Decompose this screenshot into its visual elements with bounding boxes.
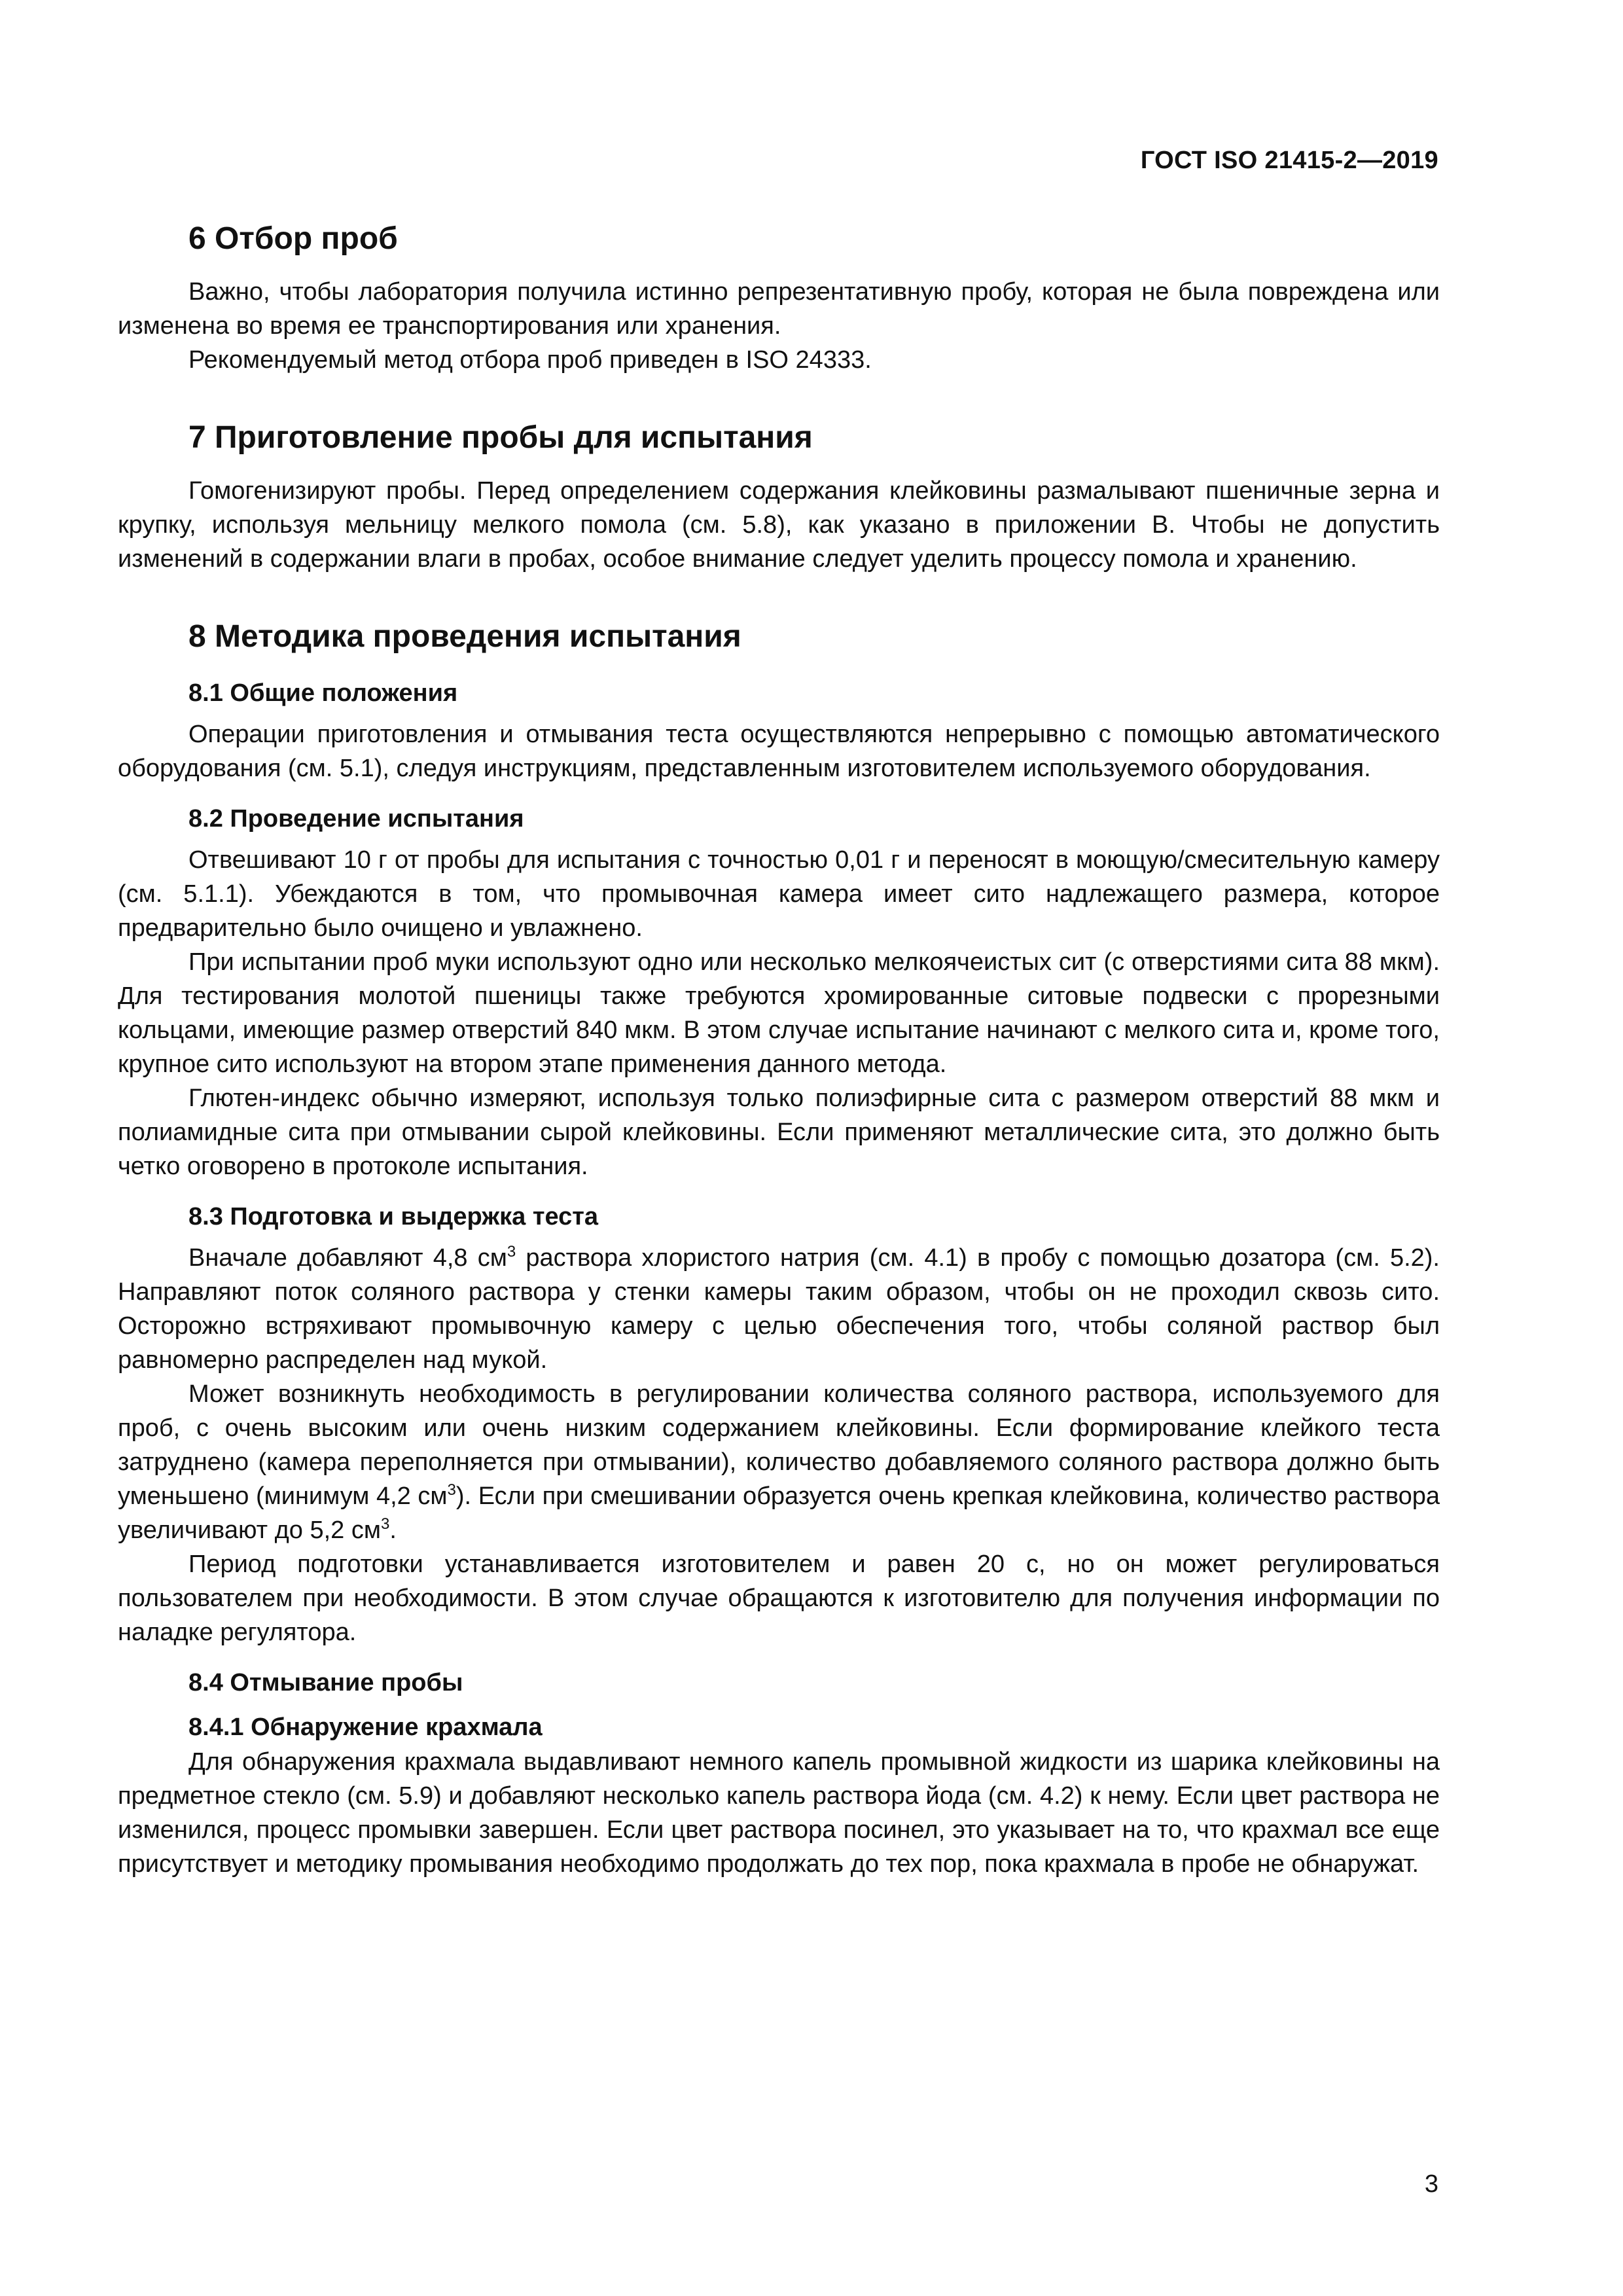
subsection-8-2-paragraph-1: Отвешивают 10 г от пробы для испытания с точностью 0,01 г и переносят в моющую/смесительную камеру (см. 5.1.1). Убеждаются в том, что промывочная камера имеет сито надлежащего размера, которое предварительно было очищено и увлажнено. — [118, 846, 1440, 942]
subsection-8-2-paragraph-2: При испытании проб муки используют одно или несколько мелкоячеистых сит (с отверстиями сита 88 мкм). Для тестирования молотой пшеницы также требуются хромированные ситовые подвески с прорезными кольцами, имеющие размер отверстий 840 мкм. В этом случае испытание начинают с мелкого сита и, кроме того, крупное сито используют на втором этапе применения данного метода. — [118, 948, 1440, 1078]
section-6-paragraph-2: Рекомендуемый метод отбора проб приведен в ISO 24333. — [188, 346, 872, 374]
superscript-3: 3 — [380, 1515, 390, 1533]
page-number: 3 — [1424, 2170, 1438, 2198]
subsection-8-1-title: 8.1 Общие положения — [188, 679, 458, 707]
subsection-8-2-title: 8.2 Проведение испытания — [188, 805, 524, 833]
subsection-8-3-paragraph-2 — [118, 1377, 1440, 1547]
subsection-8-2-paragraph-3: Глютен-индекс обычно измеряют, используя только полиэфирные сита с размером отверстий 88 мкм и полиамидные сита при отмывании сырой клейковины. Если применяют металлические сита, это должно быть четко оговорено в протоколе испытания. — [118, 1085, 1440, 1180]
text-fragment: . — [389, 1516, 397, 1544]
text-fragment: ). Если при смешивании образуется очень крепкая клейковина, количество раствора увеличивают до 5,2 см — [118, 1482, 1440, 1544]
superscript-3: 3 — [447, 1481, 456, 1499]
document-code-header: ГОСТ ISO 21415-2—2019 — [1140, 147, 1438, 174]
subsection-8-3-title: 8.3 Подготовка и выдержка теста — [188, 1203, 598, 1230]
text-fragment: раствора хлористого натрия (см. 4.1) в пробу с помощью дозатора (см. 5.2). Направляют поток соляного раствора у стенки камеры таким образом, чтобы он не проходил сквозь сито. Осторожно встряхивают промывочную камеру с целью обеспечения того, чтобы соляной раствор был равномерно распределен над мукой. — [118, 1244, 1440, 1374]
subsection-8-4-title: 8.4 Отмывание пробы — [188, 1669, 463, 1696]
section-7-paragraph-1: Гомогенизируют пробы. Перед определением содержания клейковины размалывают пшеничные зерна и крупку, используя мельницу мелкого помола (см. 5.8), как указано в приложении В. Чтобы не допустить изменений в содержании влаги в пробах, особое внимание следует уделить процессу помола и хранению. — [118, 477, 1440, 573]
section-8-title: 8 Методика проведения испытания — [188, 619, 741, 654]
section-6-paragraph-1: Важно, чтобы лаборатория получила истинно репрезентативную пробу, которая не была повреждена или изменена во время ее транспортирования или хранения. — [118, 278, 1440, 340]
subsection-8-3-paragraph-1 — [118, 1241, 1440, 1377]
text-fragment: Может возникнуть необходимость в регулировании количества соляного раствора, используемого для проб, с очень высоким или очень низким содержанием клейковины. Если формирование клейкого теста затруднено (камера переполняется при отмывании), количество добавляемого соляного раствора должно быть уменьшено (минимум 4,2 см — [118, 1380, 1440, 1510]
subsection-8-3-paragraph-3: Период подготовки устанавливается изготовителем и равен 20 с, но он может регулироваться пользователем при необходимости. В этом случае обращаются к изготовителю для получения информации по наладке регулятора. — [118, 1551, 1440, 1646]
section-6-title: 6 Отбор проб — [188, 221, 398, 256]
text-fragment: Вначале добавляют 4,8 см — [188, 1244, 507, 1272]
section-7-title: 7 Приготовление пробы для испытания — [188, 420, 813, 455]
subsection-8-4-1-title: 8.4.1 Обнаружение крахмала — [188, 1713, 543, 1741]
subsection-8-4-1-paragraph-1: Для обнаружения крахмала выдавливают немного капель промывной жидкости из шарика клейковины на предметное стекло (см. 5.9) и добавляют несколько капель раствора йода (см. 4.2) к нему. Если цвет раствора не изменился, процесс промывки завершен. Если цвет раствора посинел, это указывает на то, что крахмал все еще присутствует и методику промывания необходимо продолжать до тех пор, пока крахмала в пробе не обнаружат. — [118, 1748, 1440, 1878]
superscript-3: 3 — [507, 1243, 516, 1261]
page-content — [118, 216, 1440, 1881]
subsection-8-1-paragraph-1: Операции приготовления и отмывания теста осуществляются непрерывно с помощью автоматического оборудования (см. 5.1), следуя инструкциям, представленным изготовителем используемого оборудования. — [118, 721, 1440, 782]
